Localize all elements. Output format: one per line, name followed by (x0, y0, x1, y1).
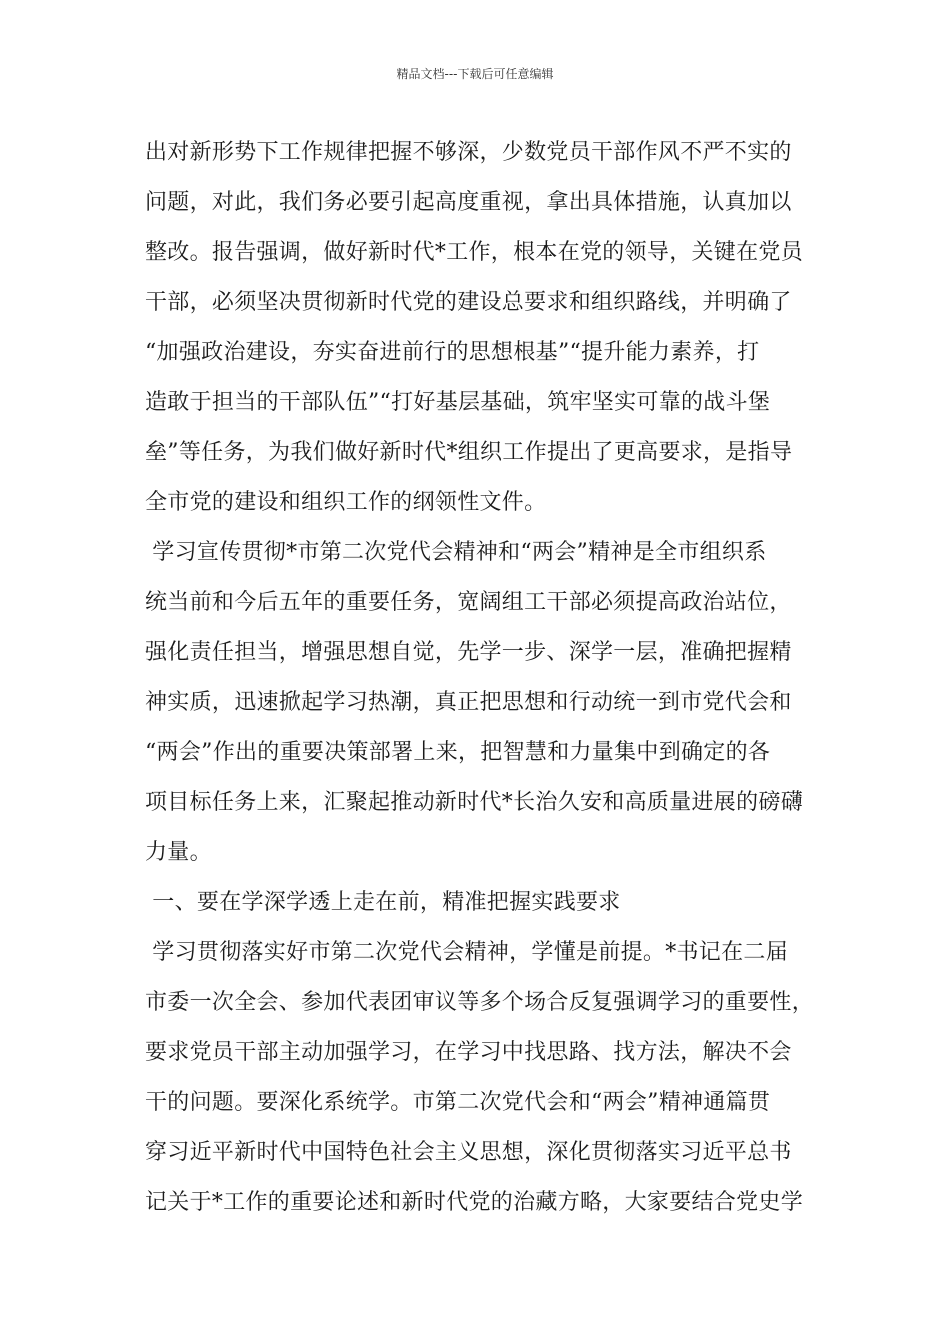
text-line: 统当前和今后五年的重要任务，宽阔组工干部必须提高政治站位， (145, 590, 792, 615)
text-line: 记关于*工作的重要论述和新时代党的治藏方略，大家要结合党史学 (145, 1190, 804, 1215)
text-line: 神实质，迅速掀起学习热潮，真正把思想和行动统一到市党代会和 (145, 690, 792, 715)
text-line: “两会”作出的重要决策部署上来，把智慧和力量集中到确定的各 (145, 740, 771, 765)
text-line: 整改。报告强调，做好新时代*工作，根本在党的领导，关键在党员 (145, 240, 804, 265)
text-line: 出对新形势下工作规律把握不够深，少数党员干部作风不严不实的 (145, 140, 792, 165)
body-text (145, 128, 815, 1228)
text-line: 全市党的建设和组织工作的纲领性文件。 (145, 490, 547, 515)
text-line: 穿习近平新时代中国特色社会主义思想，深化贯彻落实习近平总书 (145, 1140, 792, 1165)
section-heading: 一、要在学深学透上走在前，精准把握实践要求 (145, 890, 621, 915)
page-header: 精品文档---下载后可任意编辑 (396, 67, 554, 81)
text-line: 学习贯彻落实好市第二次党代会精神，学懂是前提。*书记在二届 (145, 940, 788, 965)
text-line: 项目标任务上来，汇聚起推动新时代*长治久安和高质量进展的磅礴 (145, 790, 804, 815)
text-line: 学习宣传贯彻*市第二次党代会精神和“两会”精神是全市组织系 (145, 540, 767, 565)
text-line: “加强政治建设，夯实奋进前行的思想根基”“提升能力素养，打 (145, 340, 760, 365)
text-line: 干部，必须坚决贯彻新时代党的建设总要求和组织路线，并明确了 (145, 290, 792, 315)
text-line: 要求党员干部主动加强学习，在学习中找思路、找方法，解决不会 (145, 1040, 792, 1065)
text-line: 问题，对此，我们务必要引起高度重视，拿出具体措施，认真加以 (145, 190, 792, 215)
text-line: 力量。 (145, 840, 212, 865)
text-line: 造敢于担当的干部队伍”“打好基层基础，筑牢坚实可靠的战斗堡 (145, 390, 771, 415)
text-line: 强化责任担当，增强思想自觉，先学一步、深学一层，准确把握精 (145, 640, 792, 665)
text-line: 市委一次全会、参加代表团审议等多个场合反复强调学习的重要性， (145, 990, 815, 1015)
text-line: 垒”等任务，为我们做好新时代*组织工作提出了更高要求，是指导 (145, 440, 793, 465)
text-line: 干的问题。要深化系统学。市第二次党代会和“两会”精神通篇贯 (145, 1090, 771, 1115)
